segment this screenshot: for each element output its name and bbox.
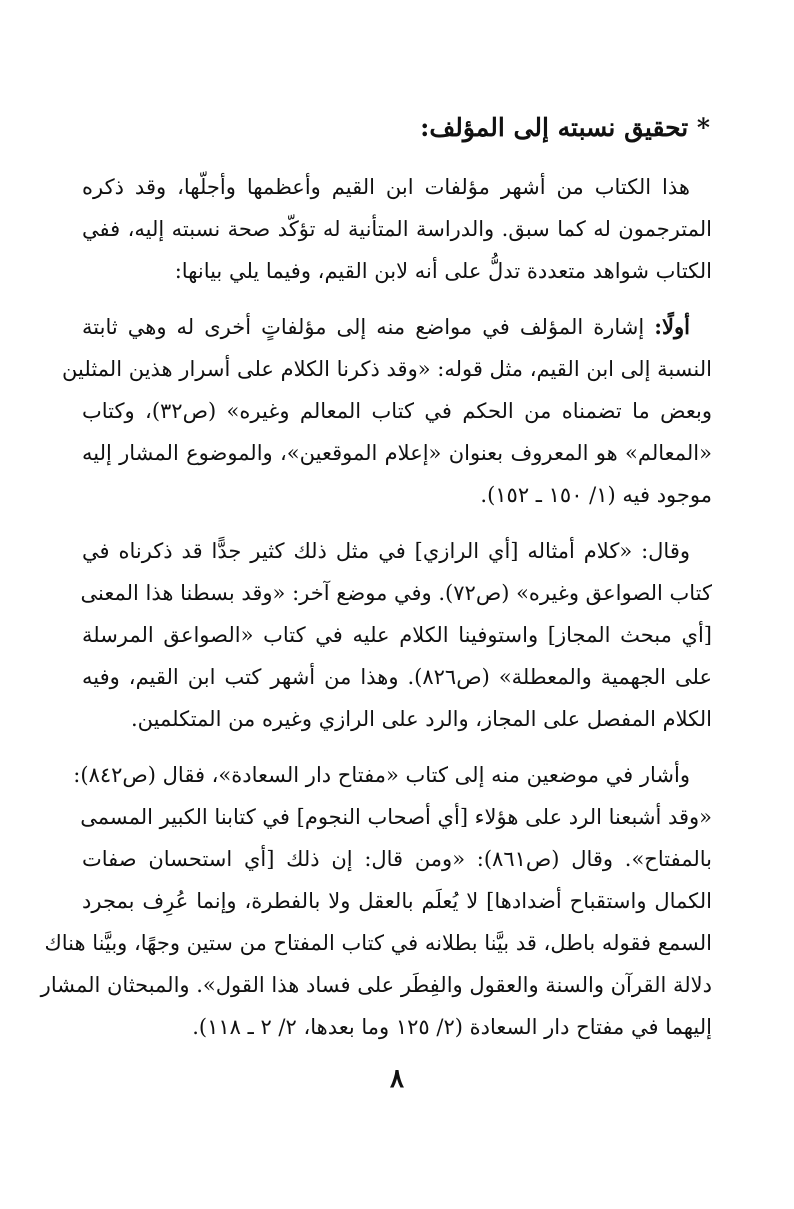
paragraph-4-line-2: «وقد أشبعنا الرد على هؤلاء [أي أصحاب النجوم] في كتابنا الكبير المسمى xyxy=(80,805,712,829)
page-number: ٨ xyxy=(390,1064,404,1094)
paragraph-3-line-2: كتاب الصواعق وغيره» (ص٧٢). وفي موضع آخر: «وقد بسطنا هذا المعنى xyxy=(80,581,712,605)
paragraph-1-line-3: الكتاب شواهد متعددة تدلُّ على أنه لابن القيم، وفيما يلي بيانها: xyxy=(174,259,712,283)
paragraph-1-line-1: هذا الكتاب من أشهر مؤلفات ابن القيم وأعظمها وأجلّها، وقد ذكره xyxy=(82,175,690,199)
paragraph-2-line-3: وبعض ما تضمناه من الحكم في كتاب المعالم وغيره» (ص٣٢)، وكتاب xyxy=(82,399,712,423)
paragraph-2-line-5: موجود فيه (١/ ١٥٠ ـ ١٥٢). xyxy=(480,483,712,507)
paragraph-1 xyxy=(82,166,712,292)
paragraph-4-line-6: دلالة القرآن والسنة والعقول والفِطَر على فساد هذا القول». والمبحثان المشار xyxy=(40,973,712,997)
paragraph-2-line-1-text: إشارة المؤلف في مواضع منه إلى مؤلفاتٍ أخرى له وهي ثابتة xyxy=(82,315,655,339)
paragraph-4 xyxy=(40,754,712,1048)
paragraph-4-line-7: إليهما في مفتاح دار السعادة (٢/ ١٢٥ وما بعدها، ٢/ ٢ ـ ١١٨). xyxy=(192,1015,712,1039)
paragraph-2-line-4: «المعالم» هو المعروف بعنوان «إعلام الموقعين»، والموضوع المشار إليه xyxy=(82,441,712,465)
paragraph-4-line-4: الكمال واستقباح أضدادها] لا يُعلَم بالعقل ولا بالفطرة، وإنما عُرِف بمجرد xyxy=(82,889,712,913)
paragraph-2 xyxy=(62,306,712,516)
section-heading: * تحقيق نسبته إلى المؤلف: xyxy=(420,113,710,142)
paragraph-4-line-5: السمع فقوله باطل، قد بيَّنا بطلانه في كتاب المفتاح من ستين وجهًا، وبيَّنا هناك xyxy=(44,931,712,955)
paragraph-3-line-5: الكلام المفصل على المجاز، والرد على الرازي وغيره من المتكلمين. xyxy=(131,707,712,731)
paragraph-4-line-1: وأشار في موضعين منه إلى كتاب «مفتاح دار السعادة»، فقال (ص٨٤٢): xyxy=(73,763,690,787)
paragraph-2-line-2: النسبة إلى ابن القيم، مثل قوله: «وقد ذكرنا الكلام على أسرار هذين المثلين xyxy=(62,357,712,381)
paragraph-2-lead: أولًا: xyxy=(654,314,690,339)
paragraph-4-line-3: بالمفتاح». وقال (ص٨٦١): «ومن قال: إن ذلك [أي استحسان صفات xyxy=(82,847,712,871)
paragraph-3-line-4: على الجهمية والمعطلة» (ص٨٢٦). وهذا من أشهر كتب ابن القيم، وفيه xyxy=(82,665,712,689)
paragraph-3-line-3: [أي مبحث المجاز] واستوفينا الكلام عليه في كتاب «الصواعق المرسلة xyxy=(82,623,712,647)
document-page xyxy=(40,108,712,1062)
paragraph-3 xyxy=(82,530,712,740)
paragraph-2-line-1 xyxy=(82,306,712,348)
paragraph-3-line-1: وقال: «كلام أمثاله [أي الرازي] في مثل ذلك كثير جدًّا قد ذكرناه في xyxy=(82,539,690,563)
paragraph-1-line-2: المترجمون له كما سبق. والدراسة المتأنية له تؤكّد صحة نسبته إليه، ففي xyxy=(82,217,712,241)
